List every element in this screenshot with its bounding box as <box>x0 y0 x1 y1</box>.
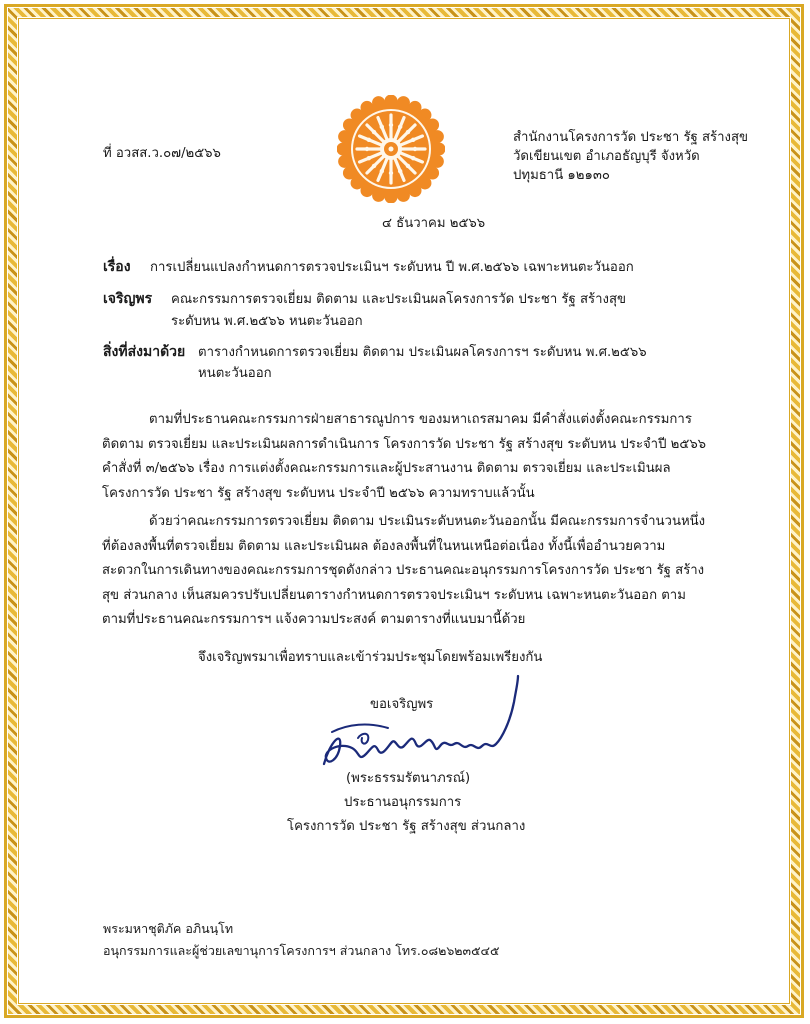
recipient-line: ระดับหน พ.ศ.๒๕๖๖ หนตะวันออก <box>171 314 363 329</box>
address-line: วัดเขียนเขต อำเภอธัญบุรี จังหวัด <box>513 149 700 164</box>
document-date: ๔ ธันวาคม ๒๕๖๖ <box>382 216 486 231</box>
paragraph-line: ด้วยว่าคณะกรรมการตรวจเยี่ยม ติดตาม ประเมินระดับหนตะวันออกนั้น มีคณะกรรมการจำนวนหนึ่ง <box>149 514 706 529</box>
enclosure-line: หนตะวันออก <box>198 366 272 381</box>
paragraph-line: สะดวกในการเดินทางของคณะกรรมการชุดดังกล่าว ประธานคณะอนุกรรมการโครงการวัด ประชา รัฐ สร้าง <box>102 563 705 578</box>
paragraph-line: โครงการวัด ประชา รัฐ สร้างสุข ระดับหน ประจำปี ๒๕๖๖ ความทราบแล้วนั้น <box>102 485 535 501</box>
address-line: ปทุมธานี ๑๒๑๓๐ <box>513 168 610 183</box>
handwritten-signature <box>318 672 530 776</box>
salutation: ขอเจริญพร <box>370 697 434 712</box>
contact-info: อนุกรรมการและผู้ช่วยเลขานุการโครงการฯ ส่วนกลาง โทร.๐๘๒๖๒๓๕๔๕ <box>103 943 500 958</box>
paragraph-line: สุข ส่วนกลาง เห็นสมควรปรับเปลี่ยนตารางกำหนดการตรวจประเมินฯ ระดับหน เฉพาะหนตะวันออก ตาม <box>102 587 686 603</box>
body-paragraph-1 <box>102 408 707 506</box>
paragraph-line: ติดตาม ตรวจเยี่ยม และประเมินผลการดำเนินการ โครงการวัด ประชา รัฐ สร้างสุข ระดับหน ประจำปี ๒๕๖๖ <box>102 436 707 452</box>
subject-label: เรื่อง <box>103 259 131 275</box>
enclosure-label: สิ่งที่ส่งมาด้วย <box>103 344 186 360</box>
recipient-label: เจริญพร <box>103 291 153 307</box>
body-paragraph-2 <box>102 510 706 633</box>
recipient-line: คณะกรรมการตรวจเยี่ยม ติดตาม และประเมินผลโครงการวัด ประชา รัฐ สร้างสุข <box>171 292 627 307</box>
signatory-name: (พระธรรมรัตนาภรณ์) <box>346 771 471 786</box>
contact-name: พระมหาชุติภัค อภินนฺโท <box>103 921 234 936</box>
paragraph-line: ตามที่ประธานคณะกรรมการฯ แจ้งความประสงค์ ตามตารางที่แนบมานี้ด้วย <box>102 612 526 627</box>
reference-number: ที่ อวสส.ว.๐๗/๒๕๖๖ <box>103 146 221 161</box>
enclosure-line: ตารางกำหนดการตรวจเยี่ยม ติดตาม ประเมินผลโครงการฯ ระดับหน พ.ศ.๒๕๖๖ <box>198 345 647 360</box>
address-line: สำนักงานโครงการวัด ประชา รัฐ สร้างสุข <box>513 130 749 145</box>
closing-sentence: จึงเจริญพรมาเพื่อทราบและเข้าร่วมประชุมโดยพร้อมเพรียงกัน <box>198 650 543 665</box>
paragraph-line: ตามที่ประธานคณะกรรมการฝ่ายสาธารณูปการ ของมหาเถรสมาคม มีคำสั่งแต่งตั้งคณะกรรมการ <box>149 412 692 427</box>
sender-address <box>513 128 748 185</box>
signatory-position: ประธานอนุกรรมการ <box>344 795 462 810</box>
signatory-organization: โครงการวัด ประชา รัฐ สร้างสุข ส่วนกลาง <box>287 819 526 834</box>
subject-text: การเปลี่ยนแปลงกำหนดการตรวจประเมินฯ ระดับหน ปี พ.ศ.๒๕๖๖ เฉพาะหนตะวันออก <box>150 260 634 275</box>
dharma-wheel-icon <box>337 95 445 203</box>
paragraph-line: คำสั่งที่ ๓/๒๕๖๖ เรื่อง การแต่งตั้งคณะกรรมการและผู้ประสานงาน ติดตาม ตรวจเยี่ยม และประเมินผล <box>102 461 671 476</box>
paragraph-line: ที่ต้องลงพื้นที่ตรวจเยี่ยม ติดตาม และประเมินผล ต้องลงพื้นที่ในหนเหนือต่อเนื่อง ทั้งนี้เพื่ออำนวยความ <box>102 538 666 554</box>
